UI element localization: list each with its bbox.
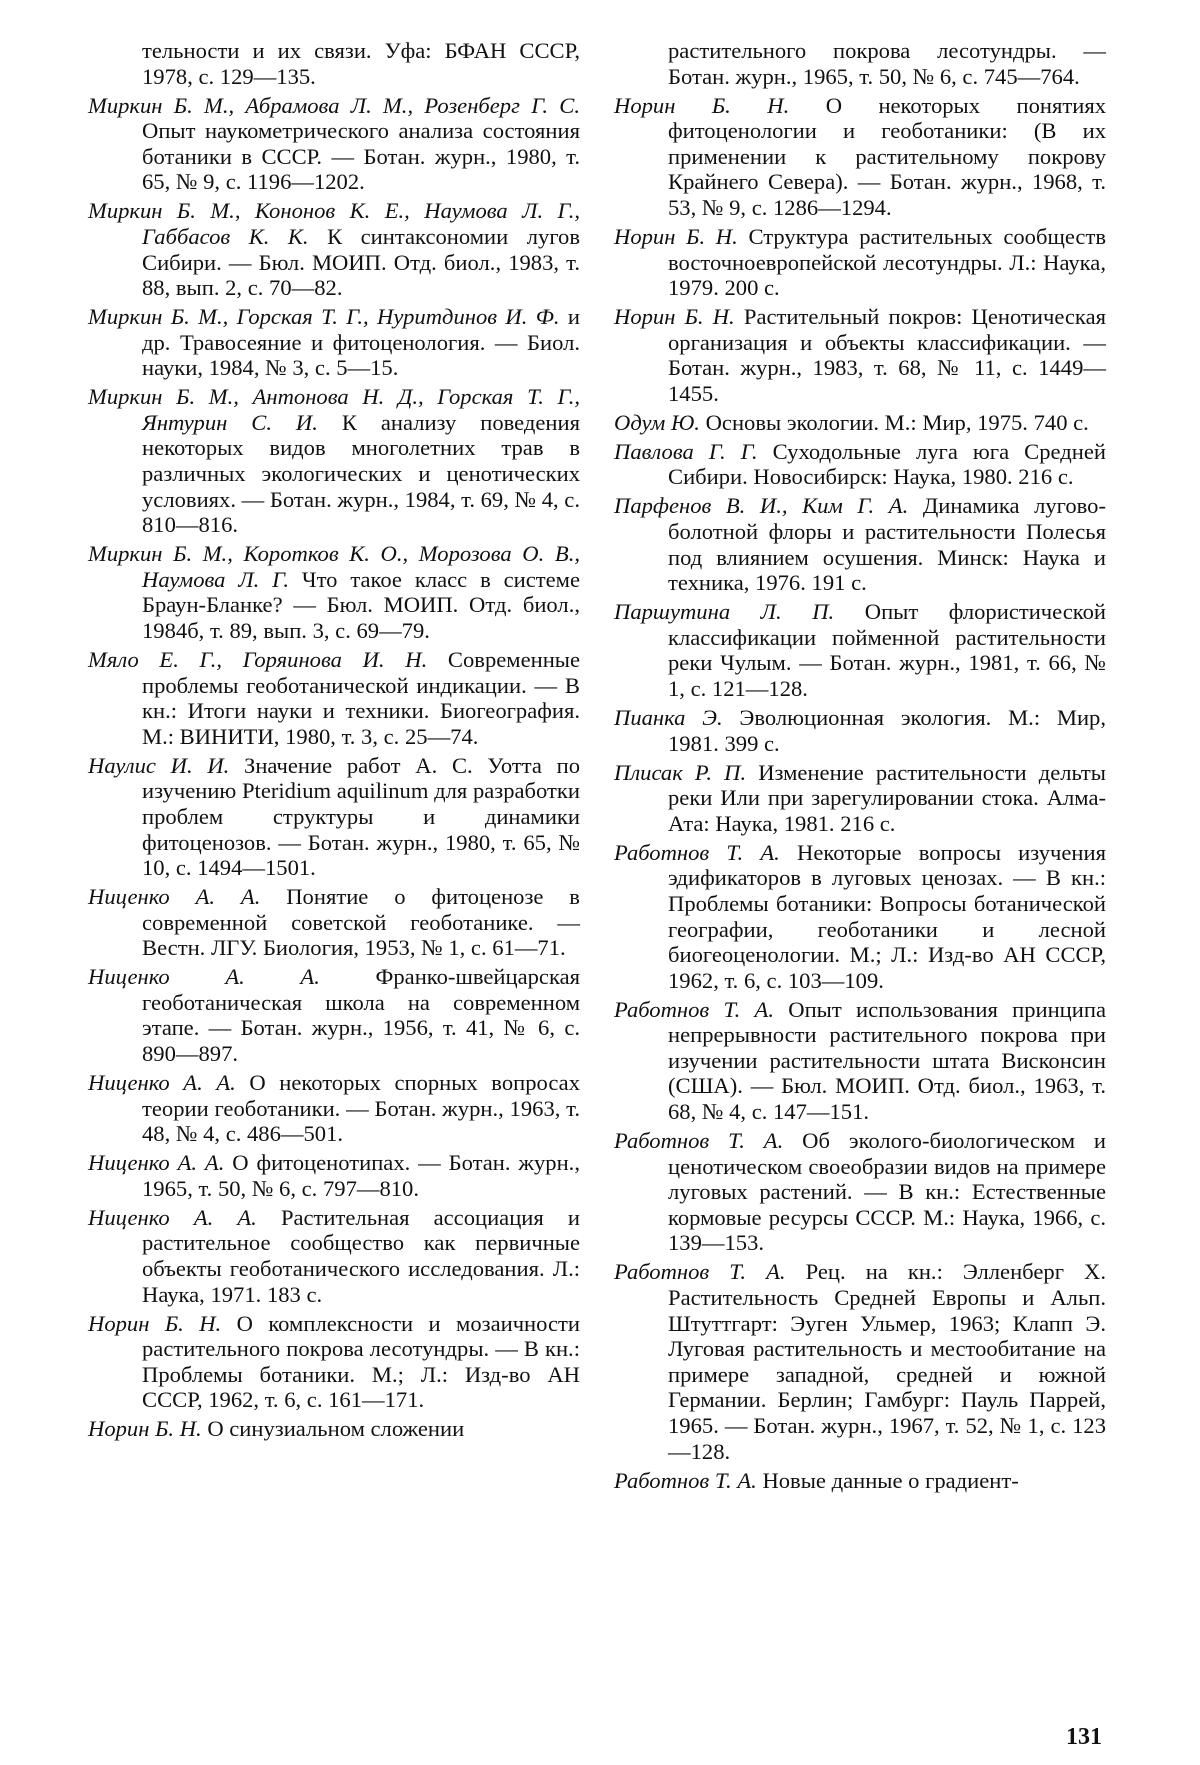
reference-text: Опыт флористической классификации пойменной растительности реки Чулым. — Ботан. журн., 1981, т. 66, № 1, с. 121—128. <box>668 599 1106 701</box>
reference-author: Работнов Т. А. <box>614 840 780 865</box>
reference-entry <box>614 439 1106 490</box>
reference-text: Некоторые вопросы изучения эдификаторов в луговых ценозах. — В кн.: Проблемы ботаники: Вопросы ботанической географии, геоботаники и лесной биогеоценологии. М.; Л.: Изд-во АН СССР, 1962, т. 6, с. 103—109. <box>668 840 1106 993</box>
reference-entry <box>614 304 1106 406</box>
reference-entry <box>614 224 1106 301</box>
reference-entry <box>88 198 580 300</box>
reference-text: Что такое класс в системе Браун-Бланке? — Бюл. МОИП. Отд. биол., 1984б, т. 89, вып. 3, с. 69—79. <box>142 567 580 643</box>
reference-entry <box>614 1468 1106 1494</box>
reference-author: Одум Ю. <box>614 410 700 435</box>
reference-text: Эволюционная экология. М.: Мир, 1981. 399 с. <box>668 705 1106 756</box>
reference-author: Парфенов В. И., Ким Г. А. <box>614 493 908 518</box>
reference-text: Опыт наукометрического анализа состояния ботаники в СССР. — Ботан. журн., 1980, т. 65, № 9, с. 1196—1202. <box>142 118 580 194</box>
reference-text: Франко-швейцарская геоботаническая школа на современном этапе. — Ботан. журн., 1956, т. 41, № 6, с. 890—897. <box>142 964 580 1066</box>
reference-author: Миркин Б. М., Антонова Н. Д., Горская Т. Г., Янтурин С. И. <box>88 384 580 435</box>
reference-entry <box>88 964 580 1066</box>
reference-author: Миркин Б. М., Горская Т. Г., Нуритдинов И. Ф. <box>88 304 560 329</box>
reference-text: Рец. на кн.: Элленберг Х. Растительность Средней Европы и Альп. Штуттгарт: Эуген Ульмер, 1963; Клапп Э. Луговая растительность и местообитание на примере западной, средней и южной Германии. Берлин; Гамбург: Пауль Паррей, 1965. — Ботан. журн., 1967, т. 52, № 1, с. 123—128. <box>668 1259 1106 1463</box>
reference-author: Норин Б. Н. <box>614 304 735 329</box>
reference-text: О фитоценотипах. — Ботан. журн., 1965, т. 50, № 6, с. 797—810. <box>142 1150 580 1201</box>
reference-text: Опыт использования принципа непрерывности растительного покрова при изучении растительности штата Висконсин (США). — Бюл. МОИП. Отд. биол., 1963, т. 68, № 4, с. 147—151. <box>668 997 1106 1124</box>
reference-text: О синузиальном сложении <box>207 1416 464 1441</box>
reference-text: Основы экологии. М.: Мир, 1975. 740 с. <box>706 410 1089 435</box>
reference-entry <box>88 541 580 643</box>
reference-author: Норин Б. Н. <box>88 1416 202 1441</box>
reference-entry <box>614 493 1106 595</box>
reference-author: Миркин Б. М., Кононов К. Е., Наумова Л. Г., Габбасов К. К. <box>88 198 580 249</box>
reference-column-left <box>88 38 580 1445</box>
reference-author: Ниценко А. А. <box>88 1070 236 1095</box>
reference-entry <box>88 304 580 381</box>
reference-author: Ниценко А. А. <box>88 964 320 989</box>
reference-entry <box>88 647 580 749</box>
reference-text: Об эколого-биологическом и ценотическом своеобразии видов на примере луговых растений. — В кн.: Естественные кормовые ресурсы СССР. М.: Наука, 1966, с. 139—153. <box>668 1128 1106 1255</box>
reference-author: Работнов Т. А. <box>614 1468 757 1493</box>
reference-text: растительного покрова лесотундры. — Ботан. журн., 1965, т. 50, № 6, с. 745—764. <box>668 38 1106 89</box>
reference-entry <box>88 1205 580 1307</box>
reference-text: Значение работ А. С. Уотта по изучению Pteridium aquilinum для разработки проблем структуры и динамики фитоценозов. — Ботан. журн., 1980, т. 65, № 10, с. 1494—1501. <box>142 753 580 880</box>
reference-author: Работнов Т. А. <box>614 997 774 1022</box>
page-number: 131 <box>1066 1724 1102 1751</box>
reference-author: Мяло Е. Г., Горяинова И. Н. <box>88 647 427 672</box>
reference-entry <box>88 1070 580 1147</box>
reference-author: Ниценко А. А. <box>88 1150 224 1175</box>
reference-entry <box>614 705 1106 756</box>
reference-entry <box>88 884 580 961</box>
reference-text: Динамика лугово-болотной флоры и растительности Полесья под влиянием осушения. Минск: Наука и техника, 1976. 191 с. <box>668 493 1106 595</box>
reference-author: Ниценко А. А. <box>88 884 260 909</box>
reference-text: Изменение растительности дельты реки Или при зарегулировании стока. Алма-Ата: Наука, 1981. 216 с. <box>668 760 1106 836</box>
reference-entry <box>88 1150 580 1201</box>
reference-text: Структура растительных сообществ восточноевропейской лесотундры. Л.: Наука, 1979. 200 с. <box>668 224 1106 300</box>
reference-entry <box>614 1128 1106 1256</box>
reference-author: Норин Б. Н. <box>88 1311 221 1336</box>
reference-entry <box>88 1311 580 1413</box>
reference-text: О некоторых спорных вопросах теории геоботаники. — Ботан. журн., 1963, т. 48, № 4, с. 486—501. <box>142 1070 580 1146</box>
reference-entry <box>88 93 580 195</box>
reference-entry <box>614 1259 1106 1464</box>
reference-entry <box>614 840 1106 994</box>
reference-author: Паршутина Л. П. <box>614 599 834 624</box>
reference-entry <box>614 997 1106 1125</box>
reference-text: Современные проблемы геоботанической индикации. — В кн.: Итоги науки и техники. Биогеография. М.: ВИНИТИ, 1980, т. 3, с. 25—74. <box>142 647 580 749</box>
reference-entry <box>614 410 1106 436</box>
reference-column-right <box>614 38 1106 1497</box>
reference-text: тельности и их связи. Уфа: БФАН СССР, 1978, с. 129—135. <box>142 38 580 89</box>
reference-entry <box>614 38 1106 89</box>
reference-entry <box>88 753 580 881</box>
reference-author: Миркин Б. М., Коротков К. О., Морозова О. В., Наумова Л. Г. <box>88 541 580 592</box>
book-page <box>0 0 1200 1765</box>
reference-entry <box>614 93 1106 221</box>
reference-text: Растительная ассоциация и растительное сообщество как первичные объекты геоботанического исследования. Л.: Наука, 1971. 183 с. <box>142 1205 580 1307</box>
reference-entry <box>88 1416 580 1442</box>
reference-author: Плисак Р. П. <box>614 760 746 785</box>
reference-author: Павлова Г. Г. <box>614 439 758 464</box>
reference-entry <box>614 760 1106 837</box>
reference-text: О комплексности и мозаичности растительного покрова лесотундры. — В кн.: Проблемы ботаники. М.; Л.: Изд-во АН СССР, 1962, т. 6, с. 161—171. <box>142 1311 580 1413</box>
reference-text: Новые данные о градиент- <box>762 1468 1018 1493</box>
reference-author: Норин Б. Н. <box>614 224 738 249</box>
reference-entry <box>88 38 580 89</box>
reference-author: Ниценко А. А. <box>88 1205 257 1230</box>
reference-author: Норин Б. Н. <box>614 93 789 118</box>
reference-author: Наулис И. И. <box>88 753 229 778</box>
reference-text: К синтаксономии лугов Сибири. — Бюл. МОИП. Отд. биол., 1983, т. 88, вып. 2, с. 70—82. <box>142 224 580 300</box>
reference-text: Растительный покров: Ценотическая организация и объекты классификации. — Ботан. журн., 1983, т. 68, № 11, с. 1449—1455. <box>668 304 1106 406</box>
reference-author: Миркин Б. М., Абрамова Л. М., Розенберг Г. С. <box>88 93 580 118</box>
reference-text: О некоторых понятиях фитоценологии и геоботаники: (В их применении к растительному покрову Крайнего Севера). — Ботан. журн., 1968, т. 53, № 9, с. 1286—1294. <box>668 93 1106 220</box>
reference-text: Суходольные луга юга Средней Сибири. Новосибирск: Наука, 1980. 216 с. <box>668 439 1106 490</box>
reference-text: К анализу поведения некоторых видов многолетних трав в различных экологических и ценотических условиях. — Ботан. журн., 1984, т. 69, № 4, с. 810—816. <box>142 410 580 537</box>
reference-author: Работнов Т. А. <box>614 1259 786 1284</box>
reference-author: Пианка Э. <box>614 705 723 730</box>
reference-author: Работнов Т. А. <box>614 1128 783 1153</box>
reference-text: и др. Травосеяние и фитоценология. — Биол. науки, 1984, № 3, с. 5—15. <box>142 304 580 380</box>
reference-entry <box>88 384 580 538</box>
reference-text: Понятие о фитоценозе в современной советской геоботанике. — Вестн. ЛГУ. Биология, 1953, № 1, с. 61—71. <box>142 884 580 960</box>
reference-entry <box>614 599 1106 701</box>
